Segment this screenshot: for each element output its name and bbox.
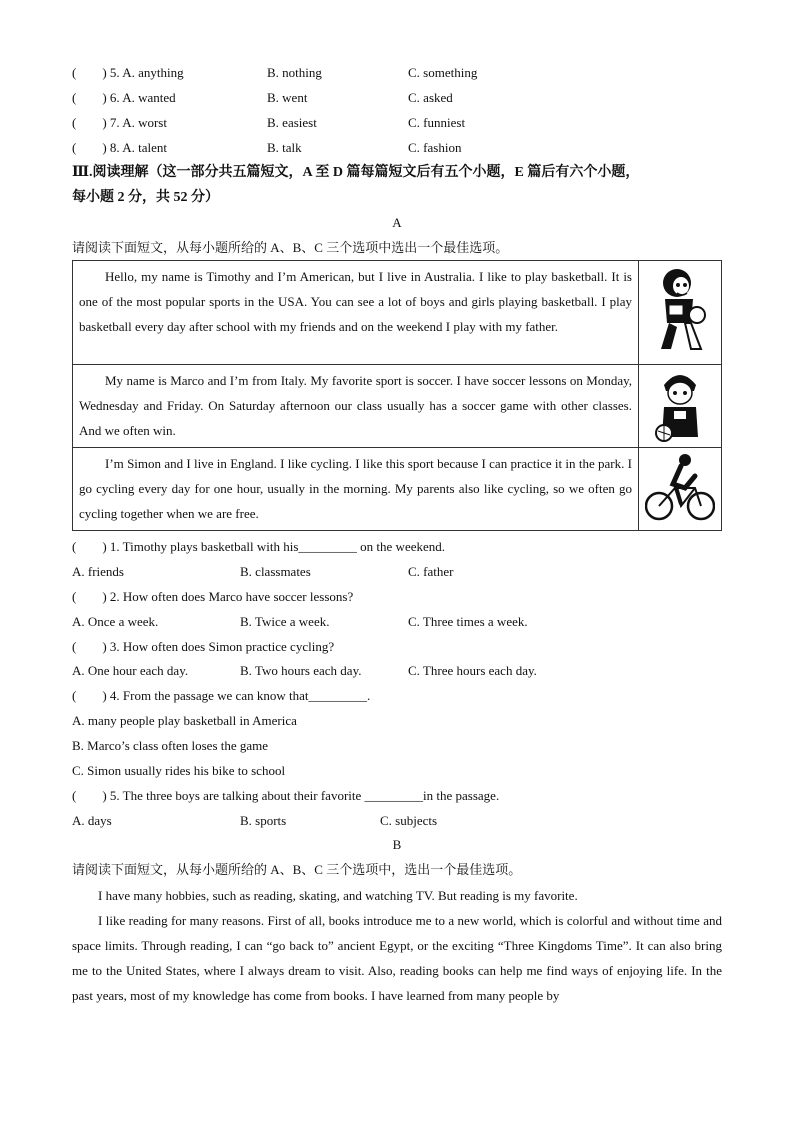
passage-a-instruction: 请阅读下面短文，从每小题所给的 A、B、C 三个选项中选出一个最佳选项。 — [72, 240, 509, 255]
soccer-player-image — [639, 365, 722, 448]
passage-a-q3-option-a: A. One hour each day. — [72, 663, 189, 678]
passage-a-q4-option-b: B. Marco’s class often loses the game — [72, 738, 269, 753]
passage-a-q3-option-b: B. Two hours each day. — [240, 663, 362, 678]
passage-timothy: Hello, my name is Timothy and I’m American, but I live in Australia. I like to play basketball. It is one of the most popular sports in the USA. You can see a lot of boys and girls playing basketball. I play basketball every day after school with my friends and on the weekend I play with my father. — [73, 261, 639, 365]
question-8-option-b: B. talk — [267, 140, 302, 155]
passage-a-q5-option-c: C. subjects — [380, 813, 438, 828]
question-6-option-c: C. asked — [408, 90, 453, 105]
passage-b-paragraph-2: I like reading for many reasons. First of all, books introduce me to a new world, which is colorful and without time and space limits. Through reading, I can “go back to” ancient Egypt, or the exciting “Three Kingdoms Time”. It can also bring me to the United States, where I always dream to visit. Also, reading books can help me find ways of enjoying life. In the past years, most of my knowledge has come from books. I have learned from many people by — [72, 913, 722, 1003]
question-5-stem: ( ) 5. A. anything — [72, 65, 184, 80]
passage-a-q1-option-a: A. friends — [72, 564, 124, 579]
question-6-option-b: B. went — [267, 90, 308, 105]
passage-a-q2-option-b: B. Twice a week. — [240, 614, 330, 629]
passage-a-q2-option-c: C. Three times a week. — [408, 614, 528, 629]
cyclist-image — [639, 448, 722, 531]
passage-marco: My name is Marco and I’m from Italy. My favorite sport is soccer. I have soccer lessons on Monday, Wednesday and Friday. On Saturday afternoon our class usually has a soccer game with other classes. And we often win. — [73, 365, 639, 448]
question-6-stem: ( ) 6. A. wanted — [72, 90, 176, 105]
passage-a-q4-option-c: C. Simon usually rides his bike to school — [72, 763, 286, 778]
question-5-option-b: B. nothing — [267, 65, 322, 80]
passage-b-instruction: 请阅读下面短文，从每小题所给的 A、B、C 三个选项中，选出一个最佳选项。 — [72, 862, 522, 877]
passage-a-q5-option-a: A. days — [72, 813, 112, 828]
section-title-line1: Ⅲ.阅读理解（这一部分共五篇短文，A 至 D 篇每篇短文后有五个小题，E 篇后有六个小题， — [72, 165, 640, 180]
question-7-option-b: B. easiest — [267, 115, 317, 130]
passage-a-q4-stem: ( ) 4. From the passage we can know that_________. — [72, 688, 371, 703]
passage-a-q2-stem: ( ) 2. How often does Marco have soccer lessons? — [72, 589, 354, 604]
passage-a-q2-option-a: A. Once a week. — [72, 614, 159, 629]
question-8-option-c: C. fashion — [408, 140, 462, 155]
question-7-option-c: C. funniest — [408, 115, 466, 130]
basketball-player-image — [639, 261, 722, 365]
passage-b-paragraph-1: I have many hobbies, such as reading, skating, and watching TV. But reading is my favorite. — [98, 888, 578, 903]
passage-a-q1-option-b: B. classmates — [240, 564, 311, 579]
question-8-stem: ( ) 8. A. talent — [72, 140, 167, 155]
section-title-line2: 每小题 2 分，共 52 分） — [72, 190, 219, 205]
passage-simon: I’m Simon and I live in England. I like cycling. I like this sport because I can practice it in the park. I go cycling every day for one hour, usually in the morning. My parents also like cycling, so we often go cycling together when we are free. — [73, 448, 639, 531]
question-5-option-c: C. something — [408, 65, 478, 80]
passage-b-body — [72, 883, 722, 1008]
passage-a-q3-option-c: C. Three hours each day. — [408, 663, 537, 678]
passage-a-table — [72, 260, 722, 531]
passage-b-heading: B — [392, 837, 402, 852]
passage-a-q5-option-b: B. sports — [240, 813, 287, 828]
passage-a-heading: A — [392, 215, 402, 230]
passage-a-q3-stem: ( ) 3. How often does Simon practice cycling? — [72, 639, 335, 654]
passage-a-q1-option-c: C. father — [408, 564, 454, 579]
passage-a-q5-stem: ( ) 5. The three boys are talking about their favorite _________in the passage. — [72, 788, 500, 803]
passage-a-q4-option-a: A. many people play basketball in America — [72, 713, 297, 728]
passage-a-q1-stem: ( ) 1. Timothy plays basketball with his_________ on the weekend. — [72, 539, 446, 554]
question-7-stem: ( ) 7. A. worst — [72, 115, 167, 130]
